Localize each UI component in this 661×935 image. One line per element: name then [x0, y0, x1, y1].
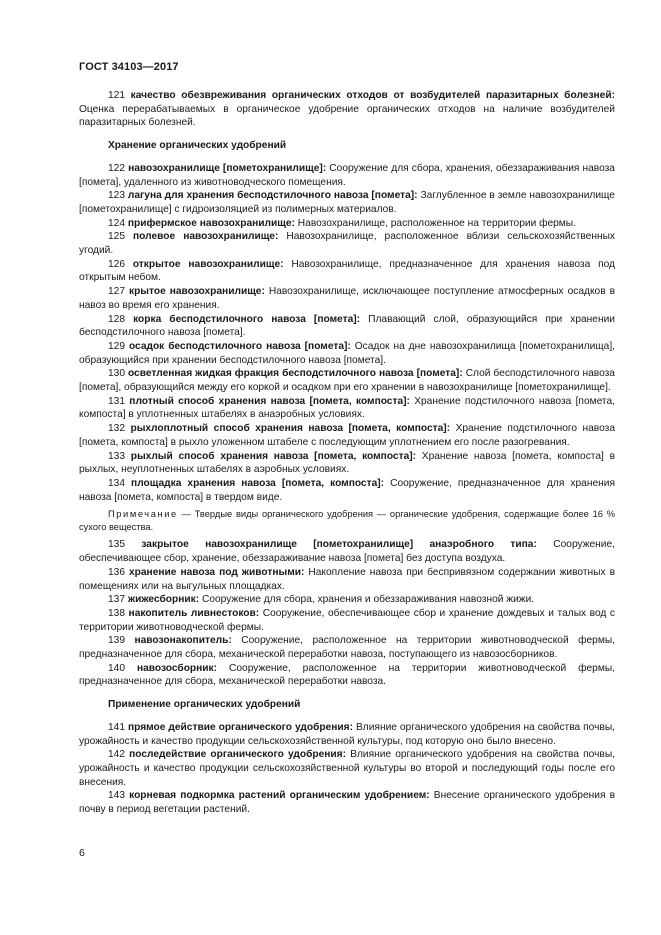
document-header: ГОСТ 34103—2017: [79, 61, 179, 73]
term-name: навозонакопитель:: [134, 635, 232, 647]
term-name: открытое навозохранилище:: [132, 258, 284, 270]
term-definition: Навозохранилище, расположенное вблизи сельскохозяйственных угодий.: [79, 231, 615, 257]
note-text: — Твердые виды органического удобрения — органические удобрения, содержащие более 16 % сухого вещества.: [79, 509, 615, 532]
term-number: 130: [108, 368, 125, 380]
term-number: 137: [108, 594, 125, 606]
term-definition: Сооружение, предназначенное для хранения навоза [помета, компоста] в твердом виде.: [79, 477, 615, 503]
term-number: 124: [108, 217, 125, 229]
term-definition: Сооружение, обеспечивающее сбор и хранение дождевых и талых вод с территории животноводческой фермы.: [79, 607, 615, 633]
term-definition: Хранение навоза [помета, компоста] в рыхлых, неуплотненных штабелях в аэробных условиях.: [79, 450, 615, 476]
term-name: хранение навоза под животными:: [129, 566, 305, 578]
term-name: рыхлый способ хранения навоза [помета, компоста]:: [130, 450, 417, 462]
term-number: 133: [108, 450, 125, 462]
term-entry: [79, 721, 615, 748]
term-name: осветленная жидкая фракция бесподстилочного навоза [помета]:: [127, 368, 463, 380]
term-number: 141: [108, 721, 125, 733]
term-name: навозохранилище [пометохранилище]:: [128, 162, 327, 174]
term-entry: [79, 367, 615, 394]
term-entry: [79, 217, 615, 231]
term-definition: Плавающий слой, образующийся при хранении бесподстилочного навоза [помета].: [79, 313, 615, 339]
term-definition: Навозохранилище, расположенное на территории фермы.: [297, 217, 576, 229]
term-number: 126: [108, 258, 125, 270]
term-entry: [79, 662, 615, 689]
term-entry: [79, 748, 615, 789]
term-entry: [79, 230, 615, 257]
term-entry: [79, 538, 615, 565]
term-number: 123: [108, 190, 125, 202]
term-entry: [79, 477, 615, 504]
term-entry: [79, 593, 615, 607]
term-entry: [79, 89, 615, 130]
document-body: [79, 89, 615, 817]
note-paragraph: [79, 508, 615, 533]
term-definition: Сооружение для сбора, хранения, обеззараживания навоза [помета], удаленного из животноводческого помещения.: [79, 162, 615, 188]
term-number: 127: [108, 286, 125, 298]
term-number: 121: [108, 90, 125, 101]
term-number: 129: [108, 340, 125, 352]
term-definition: Сооружение для сбора, хранения и обеззараживания навозной жижи.: [201, 594, 535, 606]
page-number: 6: [79, 847, 85, 859]
term-entry: [79, 566, 615, 593]
term-number: 131: [108, 395, 125, 407]
term-definition: Сооружение, расположенное на территории животноводческой фермы, предназначенное для сбора, механической переработки навоза.: [79, 662, 615, 688]
term-definition: Сооружение, расположенное на территории животноводческой фермы, предназначенное для сбора, механической переработки навоза, поступающего из навозосборников.: [79, 635, 615, 661]
section-heading: Хранение органических удобрений: [108, 140, 287, 152]
term-name: последействие органического удобрения:: [129, 749, 347, 761]
term-name: жижесборник:: [127, 594, 200, 606]
term-entry: [79, 340, 615, 367]
term-name: корка бесподстилочного навоза [помета]:: [133, 313, 361, 325]
term-name: площадка хранения навоза [помета, компоста]:: [131, 477, 385, 489]
term-number: 136: [108, 566, 125, 578]
term-entry: [79, 258, 615, 285]
term-number: 143: [108, 790, 125, 802]
term-definition: Навозохранилище, исключающее поступление атмосферных осадков в навоз во время его хранения.: [79, 286, 615, 311]
term-number: 132: [108, 423, 125, 435]
term-name: плотный способ хранения навоза [помета, компоста]:: [129, 395, 410, 407]
term-name: закрытое навозохранилище [пометохранилище] анаэробного типа:: [141, 539, 537, 551]
term-entry: [79, 789, 615, 816]
term-number: 135: [108, 539, 125, 551]
term-entry: [79, 607, 615, 634]
term-name: корневая подкормка растений органическим удобрением:: [129, 790, 430, 802]
term-definition: Хранение подстилочного навоза [помета, компоста] в уплотненных штабелях в анаэробных условиях.: [79, 395, 615, 421]
term-entry: [79, 450, 615, 477]
term-name: полевое навозохранилище:: [133, 231, 279, 243]
term-definition: Слой бесподстилочного навоза [помета], образующийся между его коркой и осадком при его хранении в навозохранилище [пометохранилище].: [79, 368, 615, 394]
term-entry: [79, 422, 615, 449]
term-entry: [79, 189, 615, 216]
term-entry: [79, 162, 615, 189]
term-number: 128: [108, 313, 125, 325]
term-number: 140: [108, 662, 125, 674]
term-definition: Накопление навоза при беспривязном содержании животных в помещениях или на выгульных площадках.: [79, 566, 615, 592]
term-entry: [79, 634, 615, 661]
term-definition: Заглубленное в земле навозохранилище [пометохранилище] с гидроизоляцией из полимерных материалов.: [79, 190, 615, 215]
term-number: 142: [108, 749, 125, 761]
term-name: крытое навозохранилище:: [128, 286, 265, 298]
term-number: 122: [108, 162, 125, 174]
term-number: 134: [108, 477, 125, 489]
term-entry: [79, 313, 615, 340]
term-entry: [79, 395, 615, 422]
term-name: прямое действие органического удобрения:: [127, 721, 354, 733]
term-name: лагуна для хранения бесподстилочного навоза [помета]:: [127, 190, 418, 202]
term-definition: Влияние органического удобрения на свойства почвы, урожайность и качество продукции сельскохозяйственной культуры, под которую оно было внесено.: [79, 721, 615, 747]
term-definition: Осадок на дне навозохранилища [пометохранилища], образующийся при хранении бесподстилочного навоза [помета].: [79, 340, 615, 366]
note-label: Примечание: [108, 509, 178, 520]
term-entry: [79, 285, 615, 312]
term-definition: Навозохранилище, предназначенное для хранения навоза под открытым небом.: [79, 258, 615, 284]
term-name: осадок бесподстилочного навоза [помета]:: [128, 340, 351, 352]
term-definition: Внесение органического удобрения в почву в период вегетации растений.: [79, 790, 615, 816]
term-name: накопитель ливнестоков:: [128, 607, 260, 619]
section-heading: Применение органических удобрений: [108, 699, 301, 711]
term-definition: Хранение подстилочного навоза [помета, компоста] в рыхло уложенном штабеле с последующим уплотнением его после разогревания.: [79, 423, 615, 448]
term-definition: Оценка перерабатываемых в органическое удобрение органических отходов на наличие возбудителей паразитарных болезней.: [79, 103, 615, 129]
term-name: качество обезвреживания органических отходов от возбудителей паразитарных болезней:: [130, 90, 615, 101]
term-definition: Сооружение, обеспечивающее сбор, хранение, обеззараживание навоза [помета] без доступа воздуха.: [79, 539, 615, 565]
term-number: 139: [108, 635, 125, 647]
term-name: прифермское навозохранилище:: [127, 217, 295, 229]
term-definition: Влияние органического удобрения на свойства почвы, урожайность и качество продукции сельскохозяйственной культуры во второй и последующий годы после его внесения.: [79, 749, 615, 788]
term-number: 125: [108, 231, 125, 243]
term-name: навозосборник:: [136, 662, 218, 674]
term-name: рыхлоплотный способ хранения навоза [помета, компоста]:: [130, 423, 451, 435]
term-number: 138: [108, 607, 125, 619]
